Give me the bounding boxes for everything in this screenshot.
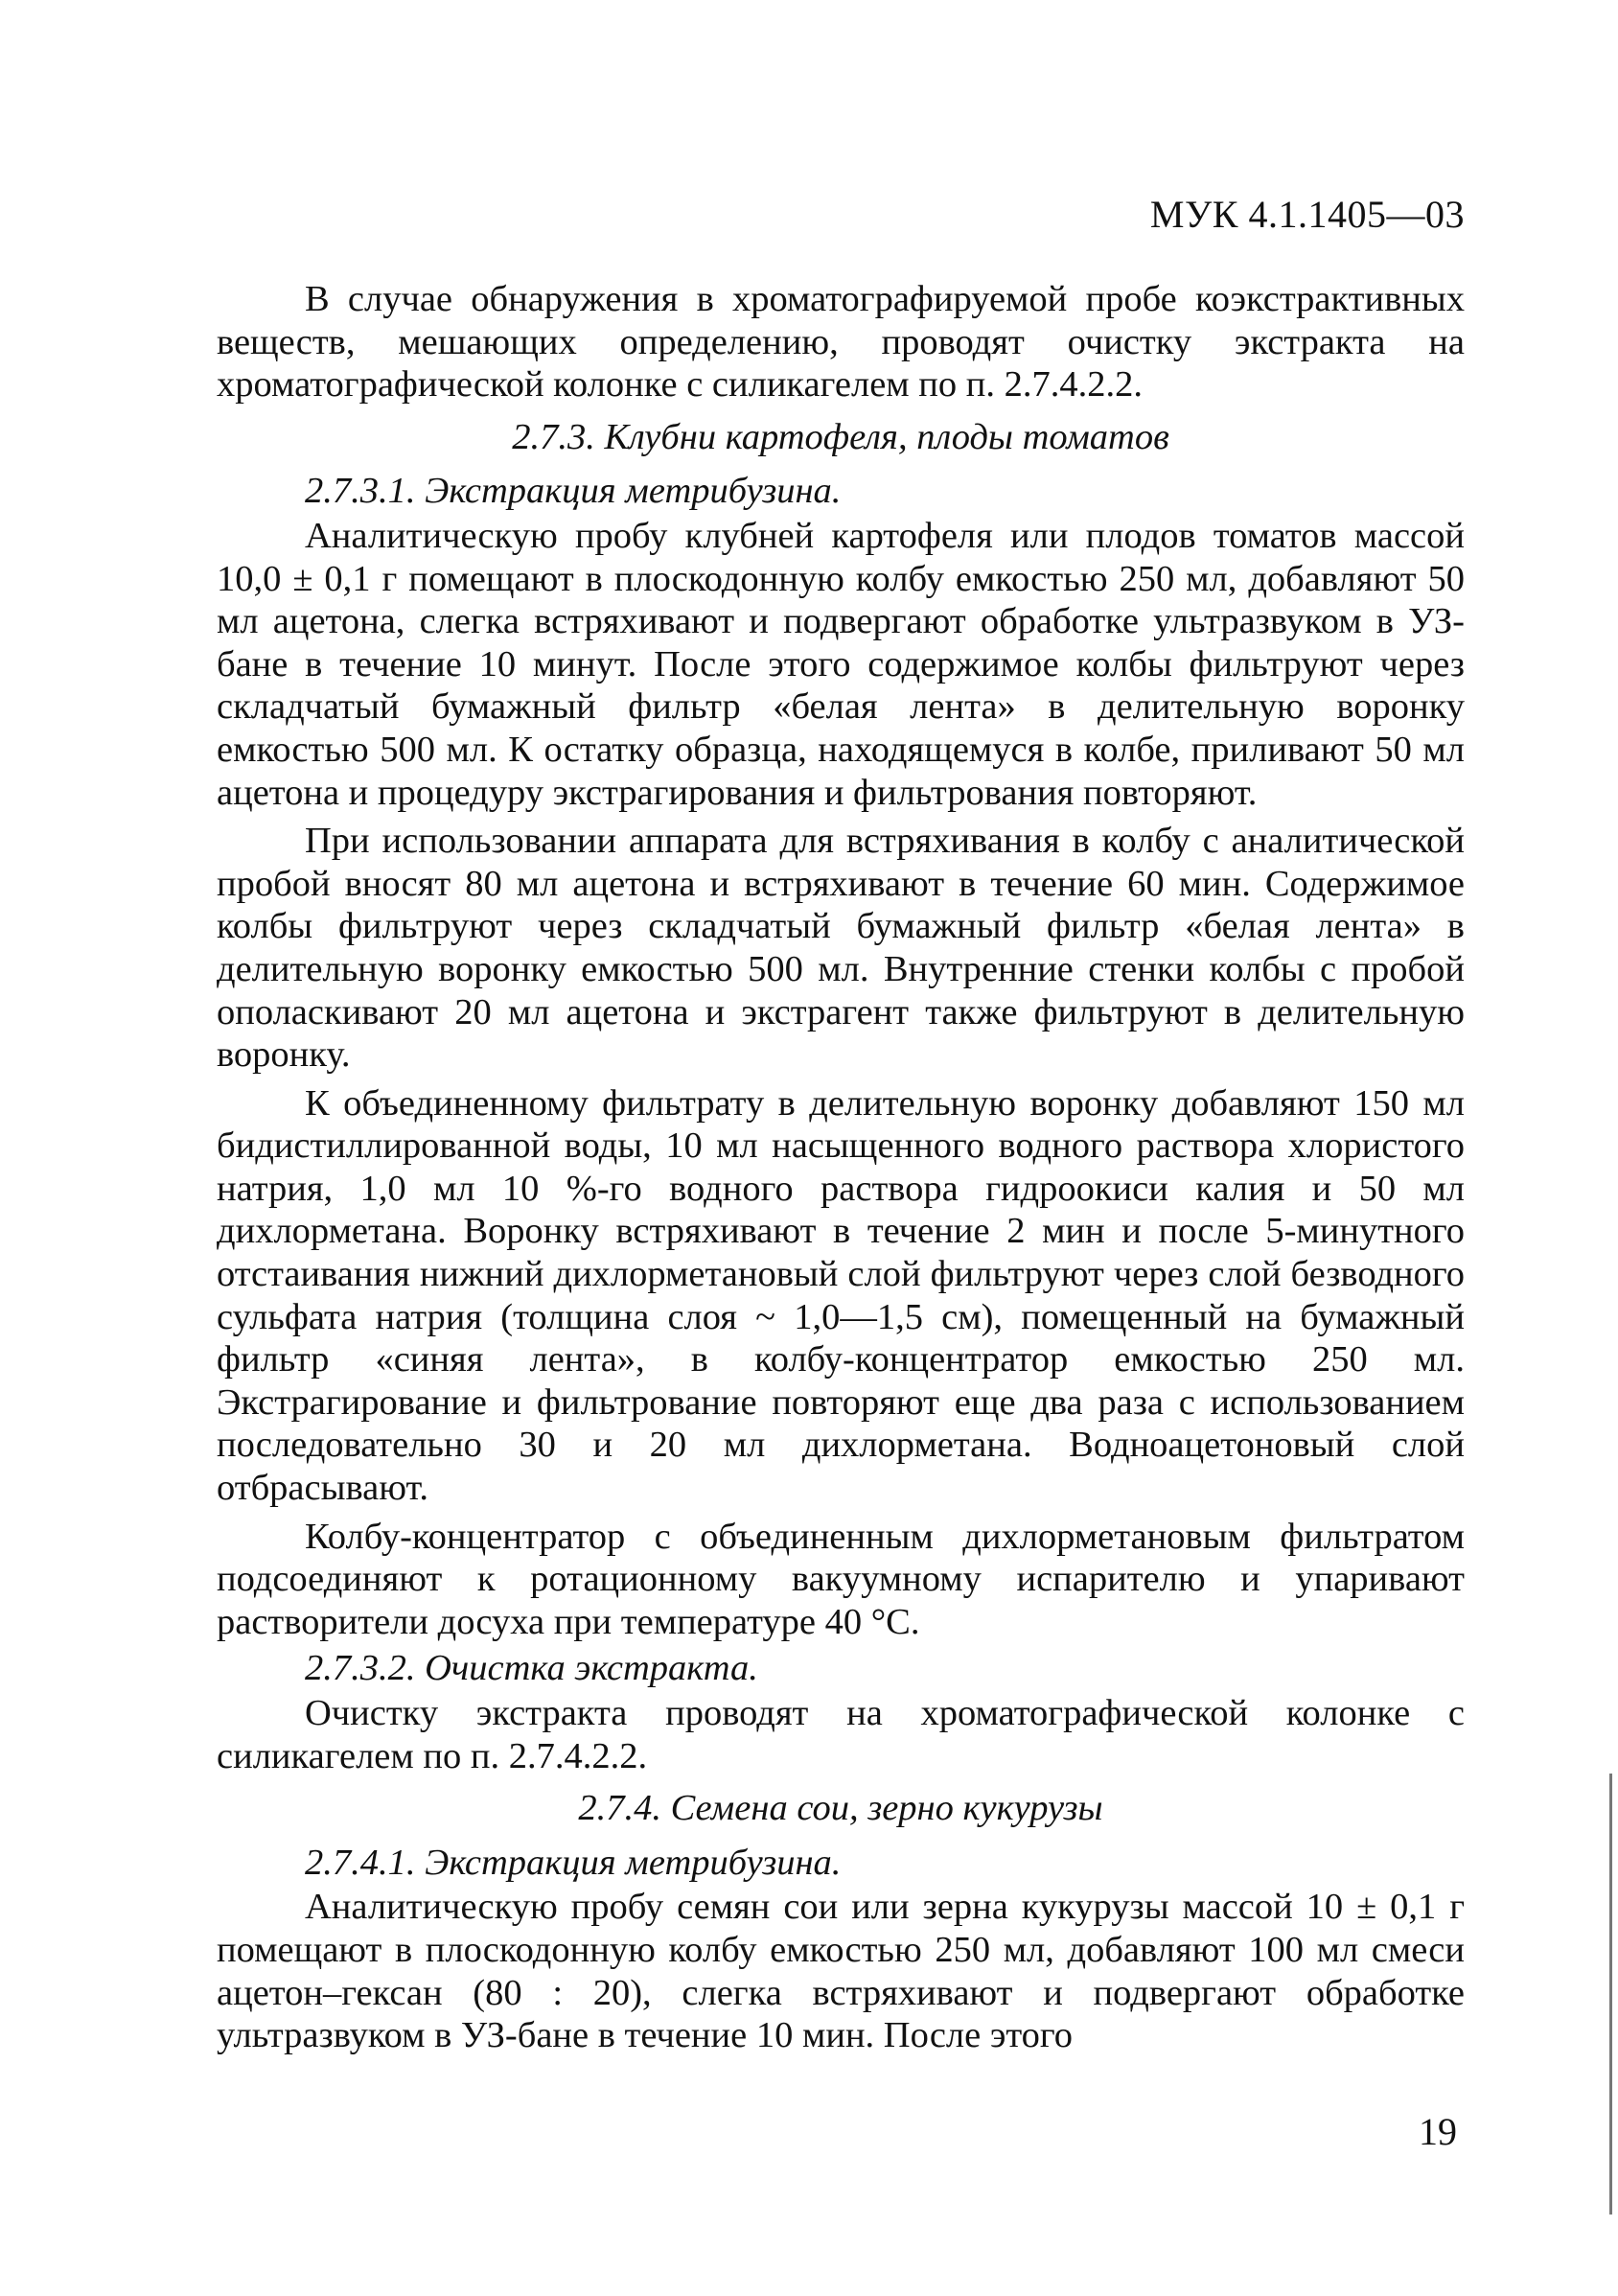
paragraph-soy-corn-extraction: Аналитическую пробу семян сои или зерна кукурузы массой 10 ± 0,1 г помещают в плоскодонную колбу емкостью 250 мл, добавляют 100 мл смеси ацетон–гексан (80 : 20), слегка встряхивают и подвергают обработке ультразвуком в УЗ-бане в течение 10 мин. После этого [217,1887,1465,2056]
section-heading-2-7-4: 2.7.4. Семена сои, зерно кукурузы [578,1788,1103,1829]
scan-edge-line [1609,1774,1612,2215]
document-code: МУК 4.1.1405—03 [1149,193,1465,236]
paragraph-combined-filtrate: К объединенному фильтрату в делительную воронку добавляют 150 мл бидистиллированной воды, 10 мл насыщенного водного раствора хлористого натрия, 1,0 мл 10 %-го водного раствора гидроокиси калия и 50 мл дихлорметана. Воронку встряхивают в течение 2 мин и после 5-минутного отстаивания нижний дихлорметановый слой фильтруют через слой безводного сульфата натрия (толщина слоя ~ 1,0—1,5 см), помещенный на бумажный фильтр «синяя лента», в колбу-концентратор емкостью 250 мл. Экстрагирование и фильтрование повторяют еще два раза с использованием последовательно 30 и 20 мл дихлорметана. Водноацетоновый слой отбрасывают. [217,1082,1465,1509]
paragraph-cleanup-note: В случае обнаружения в хроматографируемой пробе коэкстрактивных веществ, мешающих определению, проводят очистку экстракта на хроматографической колонке с силикагелем по п. 2.7.4.2.2. [217,279,1465,406]
paragraph-extract-cleanup: Очистку экстракта проводят на хроматографической колонке с силикагелем по п. 2.7.4.2.2. [217,1693,1465,1776]
page-number: 19 [1419,2110,1457,2153]
subsection-heading-2-7-3-2: 2.7.3.2. Очистка экстракта. [305,1648,758,1689]
section-heading-2-7-3: 2.7.3. Клубни картофеля, плоды томатов [512,416,1169,457]
subsection-heading-2-7-4-1: 2.7.4.1. Экстракция метрибузина. [305,1842,842,1883]
paragraph-shaker-method: При использовании аппарата для встряхивания в колбу с аналитической пробой вносят 80 мл ацетона и встряхивают в течение 60 мин. Содержимое колбы фильтруют через складчатый бумажный фильтр «белая лента» в делительную воронку емкостью 500 мл. Внутренние стенки колбы с пробой ополаскивают 20 мл ацетона и экстрагент также фильтруют в делительную воронку. [217,821,1465,1076]
document-body [217,278,1465,2057]
paragraph-potato-extraction: Аналитическую пробу клубней картофеля или плодов томатов массой 10,0 ± 0,1 г помещают в плоскодонную колбу емкостью 250 мл, добавляют 50 мл ацетона, слегка встряхивают и подвергают обработке ультразвуком в УЗ-бане в течение 10 минут. После этого содержимое колбы фильтруют через складчатый бумажный фильтр «белая лента» в делительную воронку емкостью 500 мл. К остатку образца, находящемуся в колбе, приливают 50 мл ацетона и процедуру экстрагирования и фильтрования повторяют. [217,515,1465,813]
paragraph-evaporation: Колбу-концентратор с объединенным дихлорметановым фильтратом подсоединяют к ротационному вакуумному испарителю и упаривают растворители досуха при температуре 40 °С. [217,1516,1465,1642]
subsection-heading-2-7-3-1: 2.7.3.1. Экстракция метрибузина. [305,471,842,512]
